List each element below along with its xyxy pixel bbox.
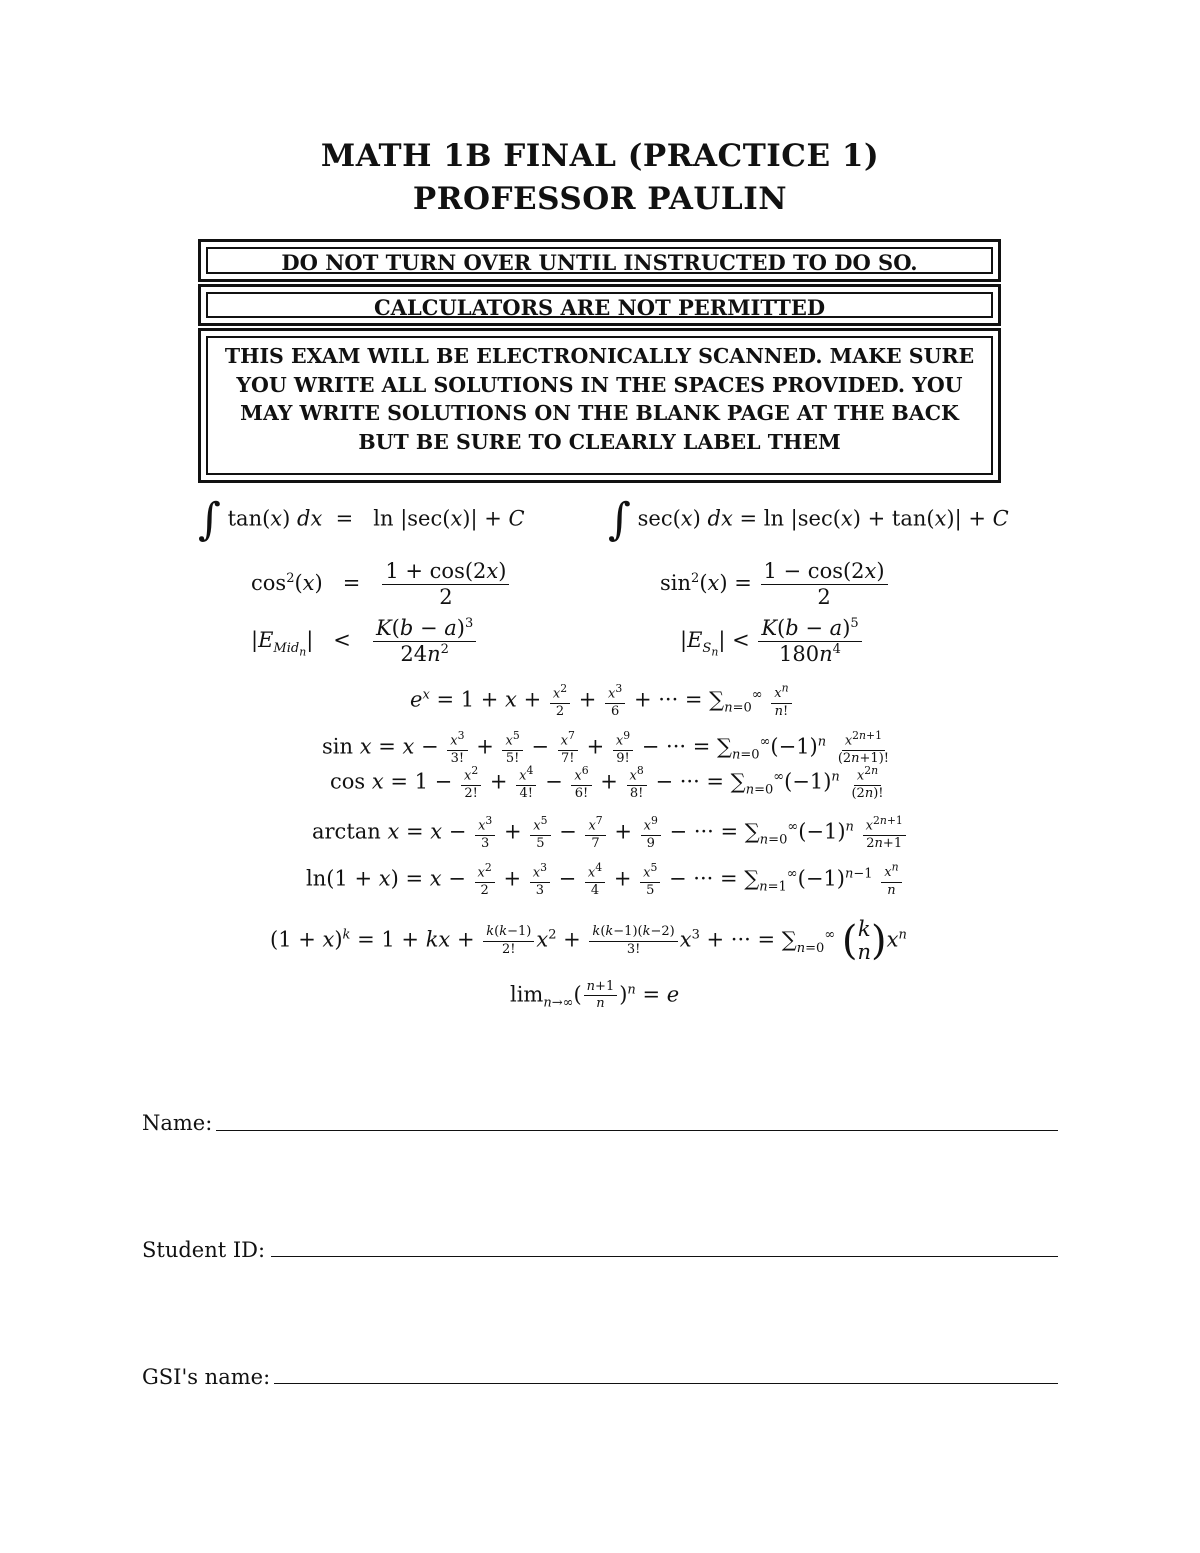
formula-int-tan: ∫ tan(x) dx = ln |sec(x)| + C bbox=[198, 494, 525, 545]
gsi-name-label: GSI's name: bbox=[142, 1365, 271, 1389]
formula-binomial-series: $(1 + x)^k = 1$ + kx + $\frac{k(k-1)}{2!}$ $x^2$ + $\frac{k(k-1)(k-2)}{3!}$ $x^3$ + ··· = $\sum_{n=0}^\infty$ ( k n )$x^n$ bbox=[270, 917, 907, 965]
name-label: Name: bbox=[142, 1111, 213, 1135]
name-field[interactable] bbox=[216, 1130, 1058, 1131]
formula-cos-squared: $\cos^2(x)$ = $\frac{1 + \cos(2x)}{2}$ bbox=[251, 560, 511, 609]
formula-midpoint-error: $|E_{Mid_n}|$ < $\frac{K(b - a)^3}{24n^2}$ bbox=[251, 617, 478, 666]
formula-sin-squared: $\sin^2(x)$ = $\frac{1 - \cos(2x)}{2}$ bbox=[660, 560, 890, 609]
exam-title: MATH 1B FINAL (PRACTICE 1) bbox=[320, 138, 880, 174]
formula-sin-series: sin x = x − $\frac{x^3}{3!}$ + $\frac{x^5}{5!}$ − $\frac{x^7}{7!}$ + $\frac{x^9}{9!}$ − ··· = $\sum_{n=0}^\infty(-1)^n$ $\frac{x^{2n+1}}{(2n+1)!}$ bbox=[322, 729, 889, 766]
formula-cos-series: cos x = 1 − $\frac{x^2}{2!}$ + $\frac{x^4}{4!}$ − $\frac{x^6}{6!}$ + $\frac{x^8}{8!}$ − ··· = $\sum_{n=0}^\infty(-1)^n$ $\frac{x^{2n}}{(2n)!}$ bbox=[330, 764, 884, 801]
formula-arctan-series: arctan x = x − $\frac{x^3}{3}$ + $\frac{x^5}{5}$ − $\frac{x^7}{7}$ + $\frac{x^9}{9}$ − ··· = $\sum_{n=0}^\infty(-1)^n$ $\frac{x^{2n+1}}{2n+1}$ bbox=[312, 815, 908, 851]
notice-calculators: CALCULATORS ARE NOT PERMITTED bbox=[206, 292, 993, 318]
formula-limit-e: $\lim_{n\to\infty}$( $\frac{n+1}{n}$ )$^n$ = e bbox=[510, 979, 680, 1012]
formula-exp-series: $e^x = 1 + x$ + $\frac{x^2}{2}$ + $\frac{x^3}{6}$ + ··· = $\sum_{n=0}^\infty$ $\frac{x^n}{n!}$ bbox=[410, 683, 794, 719]
student-id-field[interactable] bbox=[271, 1256, 1058, 1257]
student-id-label: Student ID: bbox=[142, 1238, 266, 1262]
notice-box-2 bbox=[198, 284, 1001, 326]
gsi-name-field[interactable] bbox=[274, 1383, 1058, 1384]
professor-name: PROFESSOR PAULIN bbox=[412, 181, 788, 217]
notice-turn-over: DO NOT TURN OVER UNTIL INSTRUCTED TO DO SO. bbox=[206, 247, 993, 274]
notice-box-1 bbox=[198, 239, 1001, 282]
formula-int-sec: ∫ sec(x) dx = ln |sec(x) + tan(x)| + C bbox=[608, 494, 1009, 545]
notice-box-3 bbox=[198, 328, 1001, 483]
formula-ln-series: ln(1 + x) = x − $\frac{x^2}{2}$ + $\frac{x^3}{3}$ − $\frac{x^4}{4}$ + $\frac{x^5}{5}$ − ··· = $\sum_{n=1}^\infty(-1)^{n-1}$ $\frac{x^n}{n}$ bbox=[306, 862, 904, 898]
notice-scanned: THIS EXAM WILL BE ELECTRONICALLY SCANNED. MAKE SURE YOU WRITE ALL SOLUTIONS IN THE SPACES PROVIDED. YOU MAY WRITE SOLUTIONS ON THE BLANK PAGE AT THE BACK BUT BE SURE TO CLEARLY LABEL THEM bbox=[206, 336, 993, 475]
formula-simpson-error: $|E_{S_n}|$ < $\frac{K(b - a)^5}{180n^4}$ bbox=[680, 617, 864, 666]
